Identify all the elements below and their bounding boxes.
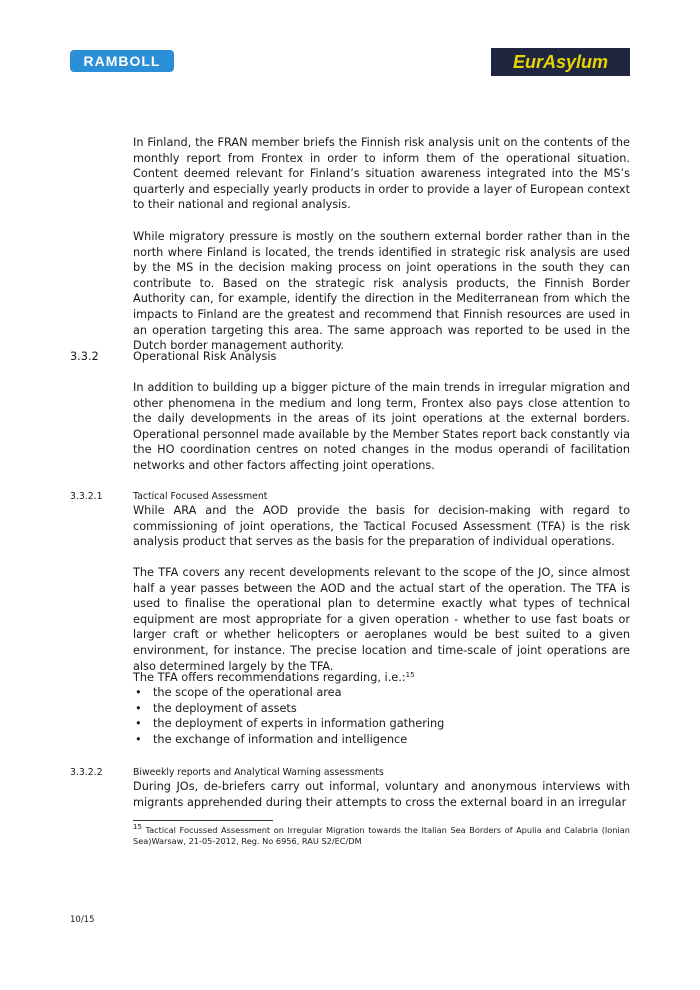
page-number: 10/15 (70, 915, 95, 925)
footnote-number: 15 (133, 823, 142, 831)
list-item (133, 685, 630, 701)
paragraph-finland-fran: In Finland, the FRAN member briefs the Finnish risk analysis unit on the contents of the monthly report from Frontex in order to inform them of the operational situation. Content deemed relevant for Finland’s situation awareness integrated into the MS’s quarterly and especially yearly products in order to provide a layer of European context to their national and regional analysis. (133, 136, 630, 212)
footnote (133, 825, 630, 847)
section-number-3-3-2: 3.3.2 (70, 350, 99, 363)
bullet-icon: • (135, 686, 142, 699)
ramboll-logo: RAMBOLL (70, 50, 174, 72)
paragraph-migratory-pressure: While migratory pressure is mostly on the southern external border rather than in the north where Finland is located, the trends identified in strategic risk analysis are used by the MS in the decision making process on joint operations in the south they can contribute to. Based on the strategic risk analysis products, the Finnish Border Authority can, for example, identify the direction in the Mediterranean from which the impacts to Finland are the greatest and recommend that Finnish resources are used in an operation targeting this area. The same approach was reported to be used in the Dutch border management authority. (133, 230, 630, 353)
paragraph-tfa-recommendations (133, 670, 630, 686)
section-title-operational-risk-analysis: Operational Risk Analysis (133, 350, 277, 363)
footnote-text: Tactical Focussed Assessment on Irregular Migration towards the Italian Sea Borders of Apulia and Calabria (Ionian Sea)Warsaw, 21-05-2012, Reg. No 6956, RAU S2/EC/DM (133, 825, 630, 846)
list-item-text: the scope of the operational area (153, 686, 342, 699)
list-item-text: the deployment of experts in information gathering (153, 717, 445, 731)
list-item (133, 716, 630, 732)
bullet-icon: • (135, 732, 142, 746)
paragraph-debriefers: During JOs, de-briefers carry out informal, voluntary and anonymous interviews with migrants apprehended during their attempts to cross the external board in an irregular (133, 780, 630, 809)
list-item (133, 732, 630, 748)
paragraph-tfa-covers: The TFA covers any recent developments relevant to the scope of the JO, since almost half a year passes between the AOD and the actual start of the operation. The TFA is used to finalise the operational plan to determine exactly what types of technical equipment are most appropriate for a given operation - whether to use fast boats or larger craft or whether helicopters or aeroplanes would be best suited to a given environment, for instance. The precise location and time-scale of joint operations are also determined largely by the TFA. (133, 566, 630, 673)
section-number-3-3-2-2: 3.3.2.2 (70, 767, 103, 778)
paragraph-ara-aod: While ARA and the AOD provide the basis for decision-making with regard to commissioning of joint operations, the Tactical Focused Assessment (TFA) is the risk analysis product that serves as the basis for the preparation of individual operations. (133, 504, 630, 549)
list-item-text: the exchange of information and intelligence (153, 732, 408, 746)
tfa-recommendations-text: The TFA offers recommendations regarding, i.e.: (133, 671, 406, 684)
footnote-divider (133, 820, 273, 821)
list-item-text: the deployment of assets (153, 701, 297, 715)
section-number-3-3-2-1: 3.3.2.1 (70, 491, 103, 502)
section-title-biweekly-reports: Biweekly reports and Analytical Warning assessments (133, 767, 384, 778)
list-item (133, 701, 630, 717)
bullet-icon: • (135, 717, 142, 731)
paragraph-operational-risk: In addition to building up a bigger picture of the main trends in irregular migration and other phenomena in the medium and long term, Frontex also pays close attention to the daily developments in the areas of its joint operations at the external borders. Operational personnel made available by the Member States report back constantly via the HO coordination centres on noted changes in the modus operandi of facilitation networks and other factors affecting joint operations. (133, 381, 630, 472)
section-title-tactical-focused-assessment: Tactical Focused Assessment (133, 491, 268, 502)
bullet-icon: • (135, 701, 142, 715)
footnote-reference: 15 (405, 671, 415, 679)
eurasylum-logo: EurAsylum (491, 48, 630, 76)
recommendations-list (133, 685, 630, 747)
